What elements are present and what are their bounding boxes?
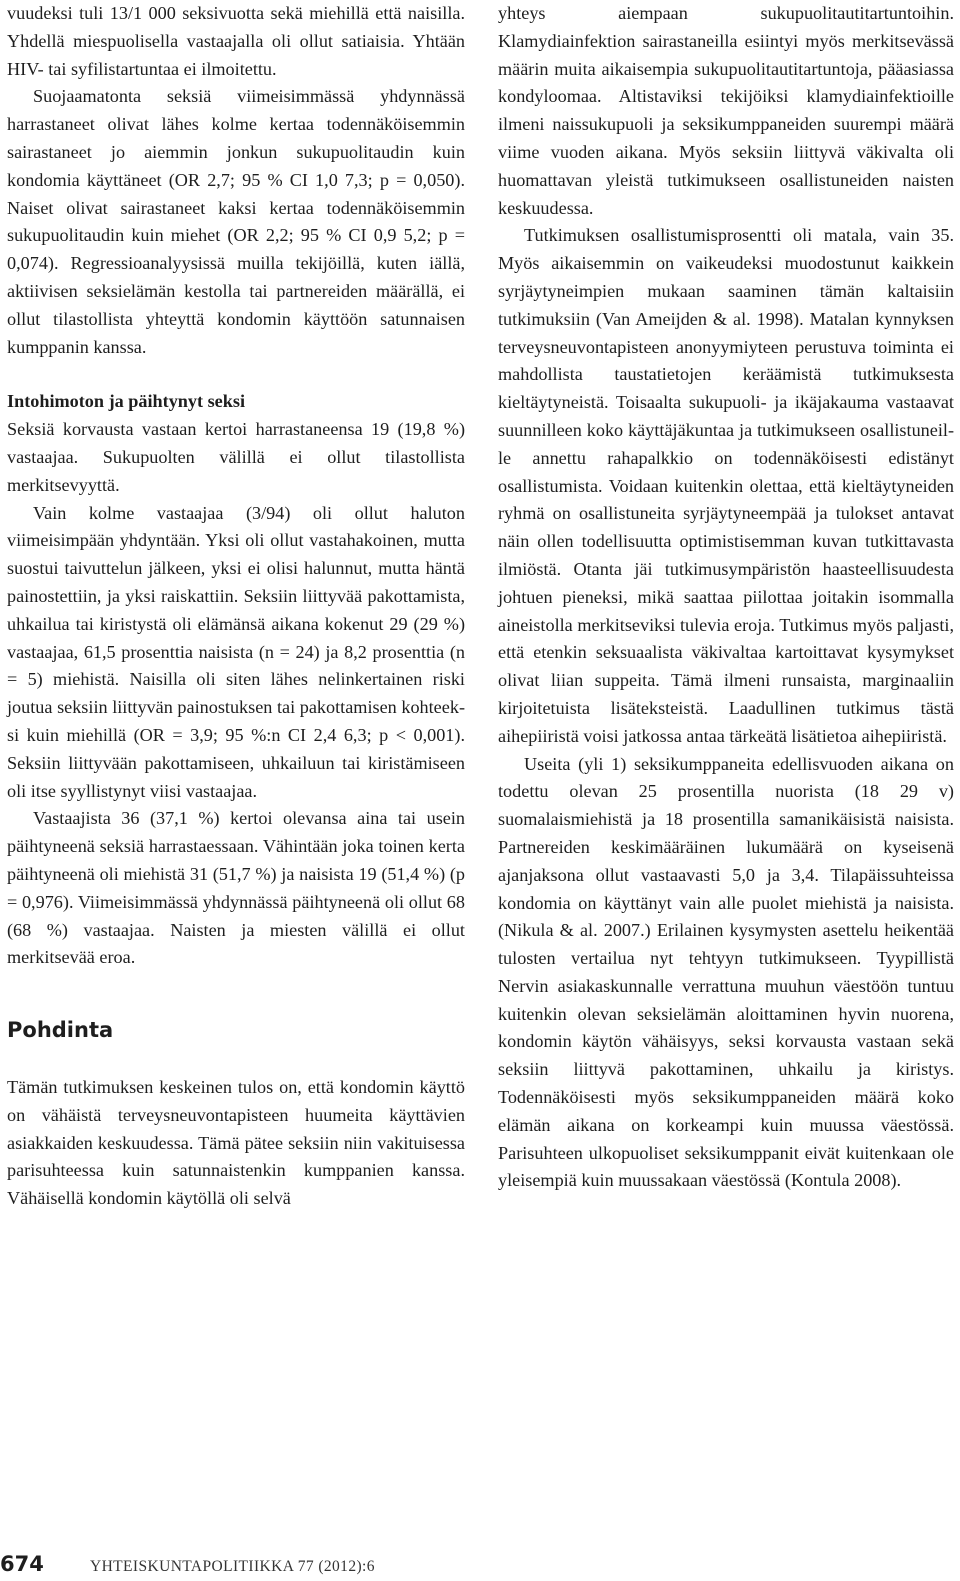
page-footer <box>0 1552 375 1578</box>
paragraph-unprotected-sex: Suojaamatonta seksiä viimeisimmässä yhdynnässä harrastaneet olivat lähes kolme kertaa todennäköisemmin sairastaneet jo aiemmin jonkun sukupuolitaudin kuin kondomia käyttäneet (OR 2,7; 95 % CI 1,0 7,3; p = 0,050). Naiset olivat sairastaneet kaksi kertaa todennäköisemmin sukupuolitaudin kuin miehet (OR 2,2; 95 % CI 0,9 5,2; p = 0,074). Regressioanalyysissä muilla tekijöillä, kuten iällä, aktiivisen seksielämän kestolla tai partnereiden määrällä, ei ollut tilastollista yhteyttä kondomin käyttöön satunnaisen kumppanin kanssa. <box>7 86 465 357</box>
page-number: 674 <box>0 1552 44 1576</box>
left-column <box>7 0 465 1213</box>
right-column <box>498 0 954 1195</box>
subheading-intohimoton: Intohimoton ja päihtynyt seksi <box>7 391 246 412</box>
paragraph-coercion: Vain kolme vastaajaa (3/94) oli ollut haluton viimeisimpään yhdyntään. Yksi oli ollut vastahakoinen, mutta suostui taivuttelun jälkeen, yksi ei olisi halunnut, mutta häntä painostettiin, ja yksi raiskattiin. Seksiin liittyvää pakottamista, uhkailua tai kiristystä oli elämänsä aikana kokenut 29 (29 %) vastaajaa, 61,5 prosenttia naisista (n = 24) ja 8,2 prosenttia (n = 5) miehistä. Naisilla oli siten lähes nelinkertainen riski joutua seksiin liittyvän painostuksen tai pakottamisen kohteeksi kuin miehillä (OR = 3,9; 95 %:n CI 2,4 6,3; p < 0,001). Seksiin liittyvään pakottamiseen, uhkailuun tai kiristämiseen oli itse syyllistynyt viisi vastaajaa. <box>7 502 465 801</box>
journal-name: YHTEISKUNTAPOLITIIKKA 77 (2012):6 <box>90 1558 375 1575</box>
paragraph-discussion: Tämän tutkimuksen keskeinen tulos on, että kondomin käyttö on vähäistä terveysneuvontapisteen huumeita käyttävien asiakkaiden keskuudessa. Tämä pätee seksiin niin vakituisessa parisuhteessa kuin satunnaistenkin kumppanien kanssa. Vähäisellä kondomin käytöllä oli selvä <box>7 1077 465 1209</box>
paragraph-chlamydia: yhteys aiempaan sukupuolitautitartuntoihin. Klamydiainfektion sairastaneilla esiintyi myös merkitsevässä määrin muita aikaisempia sukupuolitautitartuntoja, pääasiassa kondyloomaa. Altistaviksi tekijöiksi klamydiainfektioille ilmeni naissukupuoli ja seksikumppaneiden suurempi määrä viime vuoden aikana. Myös seksiin liittyvä väkivalta oli huomattavan yleistä tutkimukseen osallistuneiden naisten keskuudessa. <box>498 3 954 218</box>
paragraph-partners: Useita (yli 1) seksikumppaneita edellisvuoden aikana on todettu olevan 25 prosentilla nuorista (18 29 v) suomalaismiehistä ja 18 prosentilla samanikäisistä naisista. Partnereiden keskimääräinen lukumäärä on kyseisenä ajanjaksona ollut vastaavasti 5,0 ja 3,4. Tilapäissuhteissa kondomia on käyttänyt vain alle puolet miehistä ja naisista. (Nikula & al. 2007.) Erilainen kysymysten asettelu heikentää tulosten vertailua nyt tehtyyn tutkimukseen. Tyypillistä Nervin asiakaskunnalle verrattuna muuhun väestöön tuntuu kuitenkin olevan seksielämän aloittaminen hyvin nuorena, kondomin käytön vähäisyys, seksi korvausta vastaan sekä seksiin liittyvä pakottaminen, uhkailu ja kiristys. Todennäköisesti myös seksikumppaneiden määrä koko elämän aikana on korkeampi kuin muussa väestössä. Parisuhteen ulkopuoliset seksikumppanit eivät kuitenkaan ole yleisempiä kuin muussakaan väestössä (Kontula 2008). <box>498 753 954 1191</box>
paragraph-paid-sex: Seksiä korvausta vastaan kertoi harrastaneensa 19 (19,8 %) vastaajaa. Sukupuolten välillä ei ollut tilastollista merkitsevyyttä. <box>7 419 465 495</box>
paragraph-continued: vuudeksi tuli 13/1 000 seksivuotta sekä miehillä että naisilla. Yhdellä miespuolisella vastaajalla oli ollut satiaisia. Yhtään HIV- tai syfilistartuntaa ei ilmoitettu. <box>7 3 465 79</box>
paragraph-intoxication: Vastaajista 36 (37,1 %) kertoi olevansa aina tai usein päihtyneenä seksiä harrastaessaan. Vähintään joka toinen kerta päihtyneenä oli miehistä 31 (51,7 %) ja naisista 19 (51,4 %) (p = 0,976). Viimeisimmässä yhdynnässä päihtyneenä oli ollut 68 (68 %) vastaajaa. Naisten ja miesten välillä ei ollut merkitsevää eroa. <box>7 808 465 968</box>
paragraph-participation: Tutkimuksen osallistumisprosentti oli matala, vain 35. Myös aikaisemmin on vaikeudeksi muodostunut kaikkein syrjäytyneimpien mukaan saaminen tämän kaltaisiin tutkimuksiin (Van Ameijden & al. 1998). Matalan kynnyksen terveysneuvontapisteen anonyymiyteen perustuva toiminta ei mahdollista taustatietojen keräämistä tutkimuksesta kieltäytyneistä. Toisaalta sukupuoli- ja ikäjakauma vastaavat suunnilleen koko käyttäjäkuntaa ja tutkimukseen osallistuneille annettu rahapalkkio on todennäköisesti edistänyt osallistumista. Voidaan kuitenkin olettaa, että kieltäytyneiden ryhmä on osallistuneita syrjäytyneempää ja tulokset antavat näin ollen todellisuutta optimistisemman kuvan tutkittavasta ilmiöstä. Otanta jäi tutkimusympäristön haasteellisuudesta johtuen pieneksi, mikä saattaa piilottaa joitakin isommalla aineistolla merkitseviksi tulevia eroja. Tutkimus myös paljasti, että etenkin seksuaalista väkivaltaa kartoittavat kysymykset olivat liian suppeita. Tämä ilmeni runsaista, marginaaliin kirjoitetuista lisäteksteistä. Laadullinen tutkimus tästä aihepiiristä voisi jatkossa antaa tärkeätä lisätietoa aihepiiristä. <box>498 225 954 746</box>
section-heading-pohdinta: Pohdinta <box>7 1018 114 1043</box>
